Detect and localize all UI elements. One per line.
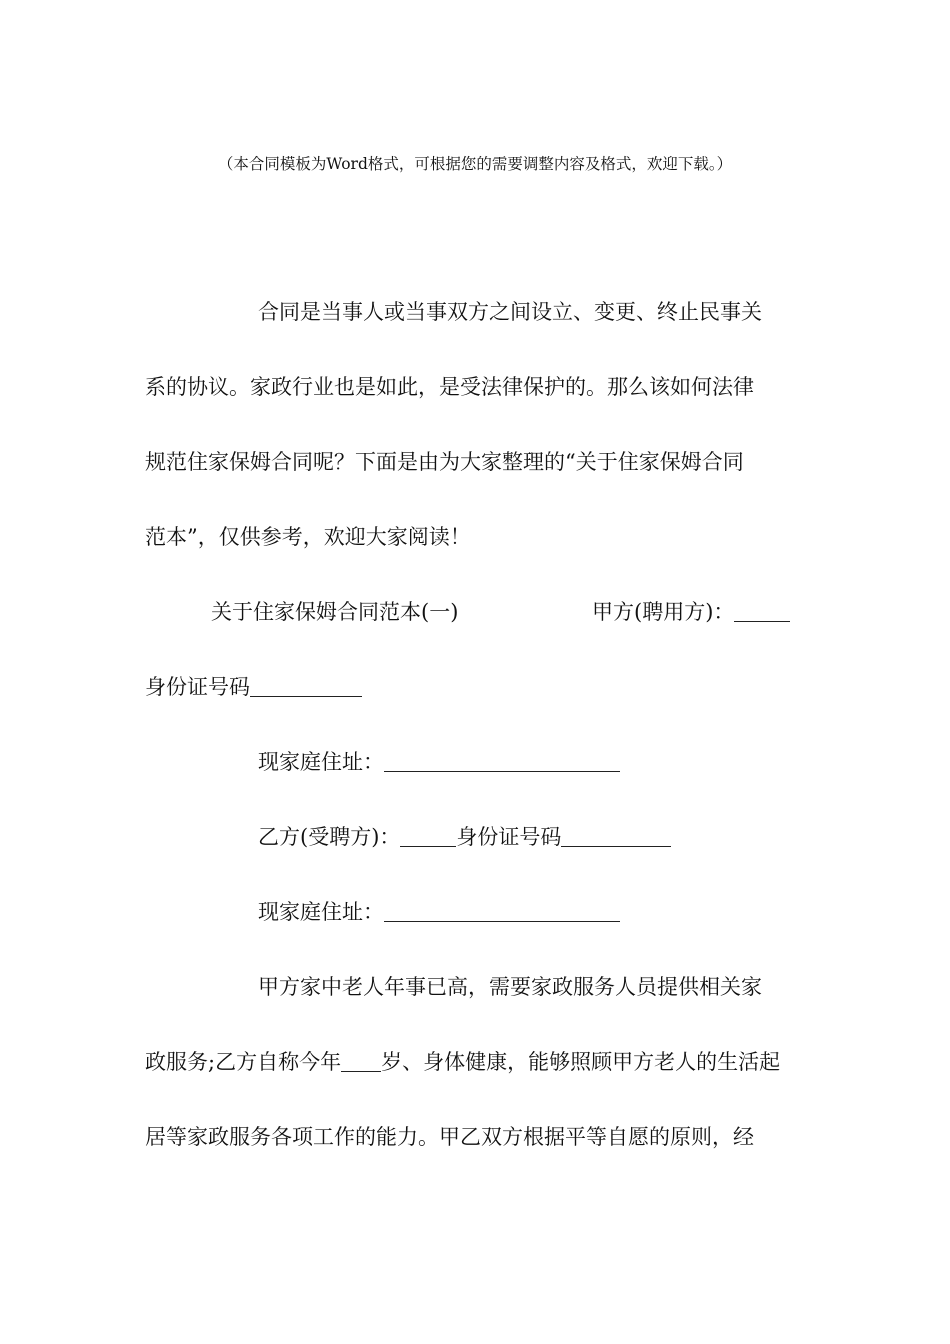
- intro-line-3: 规范住家保姆合同呢？下面是由为大家整理的“关于住家保姆合同: [145, 450, 744, 474]
- intro-line-4: 范本”，仅供参考，欢迎大家阅读！: [145, 525, 471, 549]
- party-b-id-blank[interactable]: [561, 826, 671, 847]
- body-line-2-end: 岁、身体健康，能够照顾甲方老人的生活起: [381, 1050, 781, 1074]
- age-blank[interactable]: [341, 1051, 381, 1072]
- party-b-row: [258, 824, 671, 850]
- party-a-address-row: [258, 749, 620, 775]
- party-b-id-label: 身份证号码: [456, 825, 562, 849]
- contract-title: 关于住家保姆合同范本(一): [211, 600, 459, 624]
- party-b-address-row: [258, 899, 620, 925]
- intro-line-1: 合同是当事人或当事双方之间设立、变更、终止民事关: [258, 300, 762, 324]
- intro-line-2: 系的协议。家政行业也是如此，是受法律保护的。那么该如何法律: [145, 375, 754, 399]
- party-a-row: [592, 599, 790, 625]
- party-a-id-row: [145, 674, 362, 700]
- party-a-address-label: 现家庭住址：: [258, 750, 384, 774]
- party-a-id-blank[interactable]: [250, 676, 362, 697]
- party-b-label: 乙方(受聘方)：: [258, 825, 401, 849]
- party-b-address-blank[interactable]: [384, 901, 620, 922]
- party-b-address-label: 现家庭住址：: [258, 900, 384, 924]
- party-a-label: 甲方(聘用方)：: [592, 600, 735, 624]
- template-note: （本合同模板为Word格式，可根据您的需要调整内容及格式，欢迎下载。）: [217, 155, 733, 173]
- body-line-3: 居等家政服务各项工作的能力。甲乙双方根据平等自愿的原则，经: [145, 1125, 754, 1149]
- body-line-1: 甲方家中老人年事已高，需要家政服务人员提供相关家: [258, 975, 762, 999]
- body-line-2: [145, 1049, 780, 1075]
- party-a-id-label: 身份证号码: [145, 675, 250, 699]
- party-a-name-blank[interactable]: [734, 601, 790, 622]
- body-line-2-start: 政服务;乙方自称今年: [145, 1050, 342, 1074]
- party-a-address-blank[interactable]: [384, 751, 620, 772]
- party-b-name-blank[interactable]: [400, 826, 456, 847]
